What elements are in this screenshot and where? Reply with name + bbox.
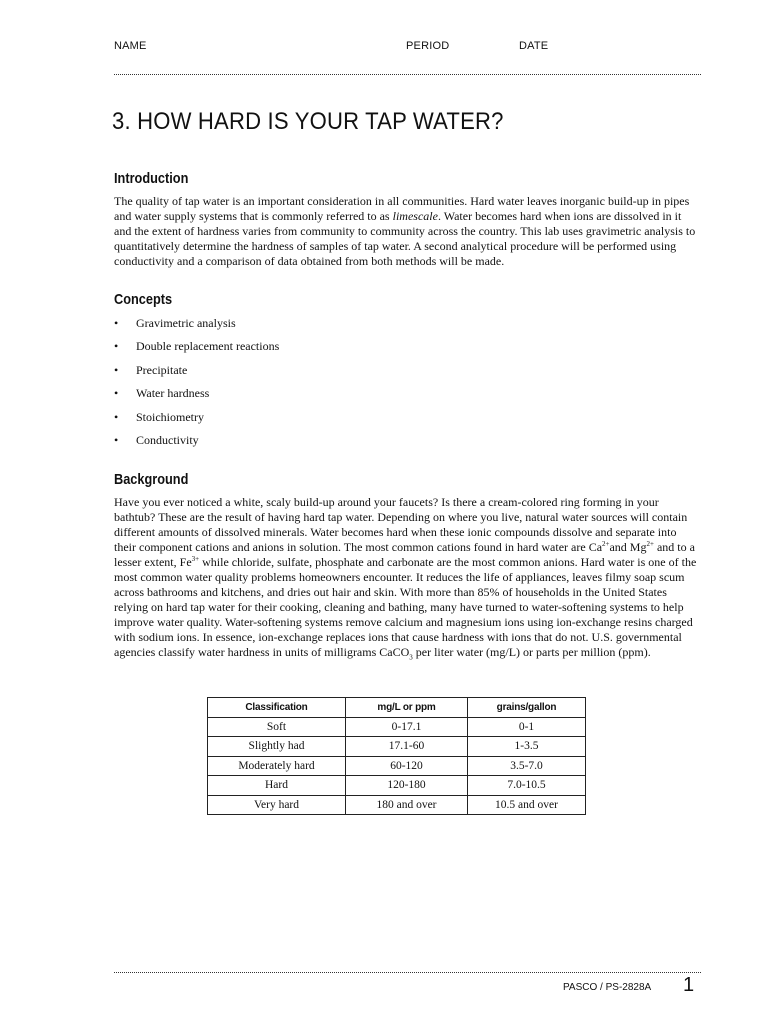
list-item (114, 410, 279, 433)
calcium-symbol: Ca (588, 540, 603, 554)
bullet-icon: • (114, 409, 119, 424)
table-row (208, 737, 586, 757)
table-cell: 180 and over (346, 795, 468, 815)
bullet-icon: • (114, 432, 119, 447)
intro-italic-term: limescale (392, 209, 438, 223)
calcium-carbonate-formula: CaCO (379, 645, 410, 659)
table-cell: 0-17.1 (346, 717, 468, 737)
concept-label: Conductivity (136, 432, 199, 447)
background-paragraph (114, 495, 700, 660)
bullet-icon: • (114, 386, 119, 401)
table-cell: Soft (208, 717, 346, 737)
introduction-paragraph (114, 194, 700, 269)
table-cell: 3.5-7.0 (468, 756, 586, 776)
table-cell: Very hard (208, 795, 346, 815)
iron-charge: 3+ (191, 555, 200, 563)
concept-label: Precipitate (136, 362, 188, 377)
page-number: 1 (683, 974, 695, 996)
magnesium-charge: 2+ (646, 540, 654, 548)
date-field-label: DATE (519, 40, 549, 52)
concept-label: Double replacement reactions (136, 339, 280, 354)
concept-label: Water hardness (136, 386, 210, 401)
table-cell: 1-3.5 (468, 737, 586, 757)
page-title: 3. HOW HARD IS YOUR TAP WATER? (112, 108, 504, 135)
column-header-classification: Classification (208, 698, 346, 718)
bullet-icon: • (114, 339, 119, 354)
table-cell: Slightly had (208, 737, 346, 757)
calcium-charge: 2+ (602, 540, 610, 548)
column-header-mgl: mg/L or ppm (346, 698, 468, 718)
name-field-label: NAME (114, 40, 147, 52)
footer-divider (114, 972, 701, 973)
background-text-part-4: per liter water (mg/L) or parts per million (ppm). (412, 645, 651, 659)
intro-text-part-2: . Water becomes hard when ions are dissolved in it and the extent of hardness varies from community to community across the country. This lab uses gravimetric analysis to quantitatively determine the hardness of samples of tap water. A second analytical procedure will be performed using conductivity and a comparison of data obtained from both methods will be made. (114, 209, 696, 268)
table-row (208, 717, 586, 737)
table-cell: Moderately hard (208, 756, 346, 776)
table-cell: 60-120 (346, 756, 468, 776)
period-field-label: PERIOD (406, 40, 450, 52)
concepts-list (114, 316, 279, 456)
table-cell: Hard (208, 776, 346, 796)
table-cell: 120-180 (346, 776, 468, 796)
carbonate-subscript: 3 (409, 653, 413, 662)
list-item (114, 363, 279, 386)
table-row (208, 776, 586, 796)
background-text-part-1: Have you ever noticed a white, scaly build-up around your faucets? Is there a cream-colored ring forming in your bathtub? These are the result of having hard tap water. Depending on where you live, natural water sources will contain different amounts of dissolved minerals. Water becomes hard when these ionic compounds dissolve and separate into their component cations and anions in solution. The most common cations found in hard water are (114, 495, 688, 554)
background-heading: Background (114, 471, 189, 488)
list-item (114, 386, 279, 409)
intro-text-part-1: The quality of tap water is an important consideration in all communities. Hard water leaves inorganic build-up in pipes and water supply systems that is commonly referred to as (114, 194, 690, 223)
table-header-row (208, 698, 586, 718)
footer-source-label: PASCO / PS-2828A (563, 982, 652, 993)
table-cell: 7.0-10.5 (468, 776, 586, 796)
header-divider (114, 74, 701, 75)
iron-symbol: and to a lesser extent, Fe (114, 540, 695, 569)
table-cell: 10.5 and over (468, 795, 586, 815)
introduction-heading: Introduction (114, 170, 189, 187)
column-header-grains: grains/gallon (468, 698, 586, 718)
table-cell: 17.1-60 (346, 737, 468, 757)
list-item (114, 339, 279, 362)
magnesium-symbol: and Mg (609, 540, 647, 554)
concepts-heading: Concepts (114, 291, 173, 308)
bullet-icon: • (114, 316, 119, 330)
concept-label: Gravimetric analysis (136, 316, 236, 330)
list-item (114, 433, 279, 456)
bullet-icon: • (114, 362, 119, 377)
table-row (208, 795, 586, 815)
concept-label: Stoichiometry (136, 409, 204, 424)
background-text-part-3: while chloride, sulfate, phosphate and carbonate are the most common anions. Hard water is one of the most common water quality problems homeowners encounter. It reduces the life of appliances, leaves filmy soap scum across bathrooms and kitchens, and dries out hair and skin. With more than 85% of households in the United States relying on hard tap water for their cooking, cleaning and bathing, many have turned to water-softening systems to help improve water quality. Water-softening systems remove calcium and magnesium ions using ion-exchange resins charged with sodium ions. In essence, ion-exchange replaces ions that cause hardness with ions that do not. U.S. governmental agencies classify water hardness in units of milligrams (114, 555, 697, 659)
table-row (208, 756, 586, 776)
hardness-classification-table (207, 697, 586, 815)
table-cell: 0-1 (468, 717, 586, 737)
list-item (114, 316, 279, 339)
